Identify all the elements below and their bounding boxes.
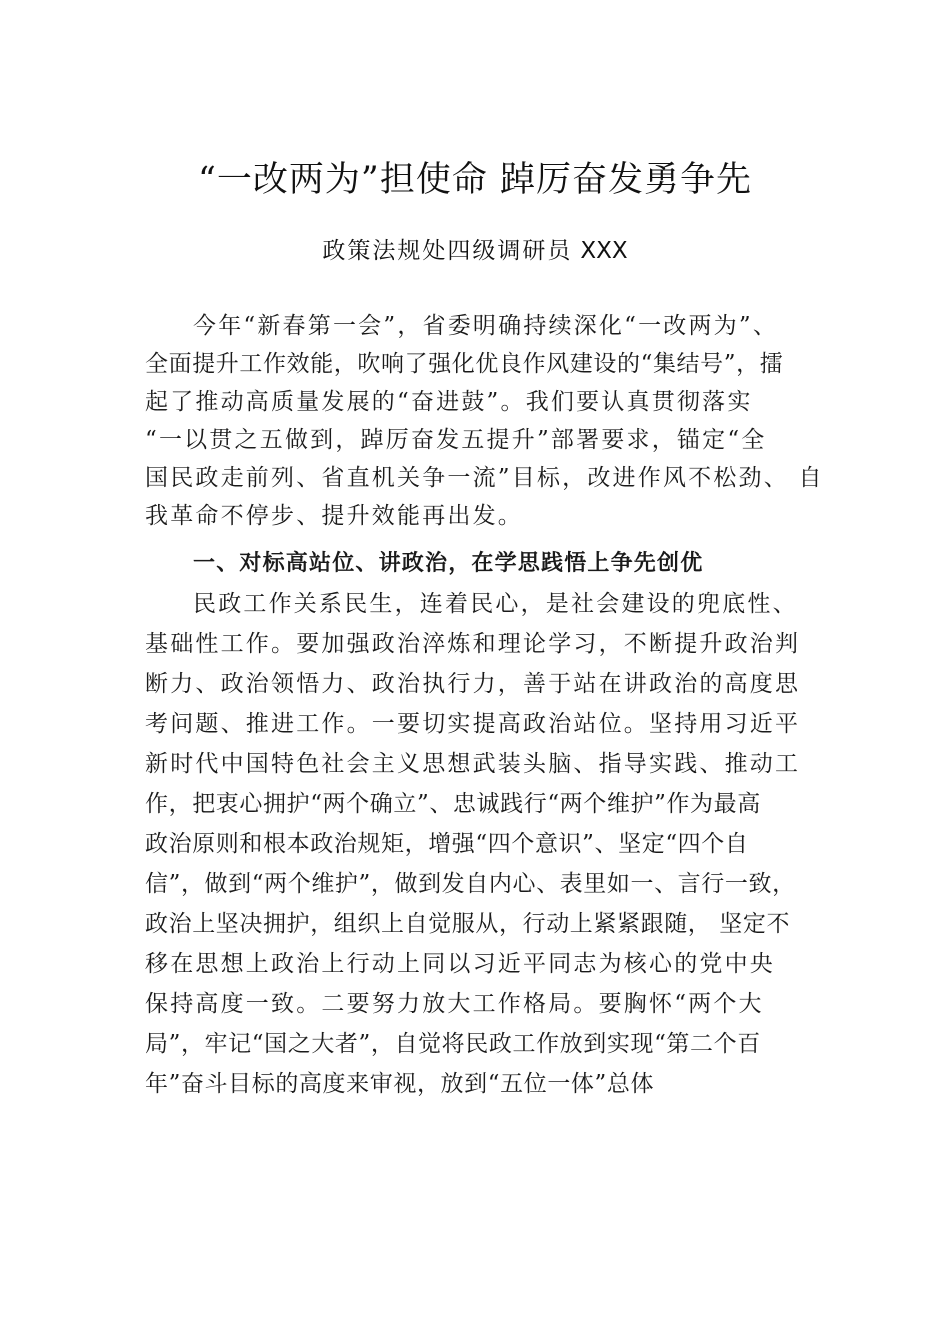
body-line: 局”，牢记“国之大者”，自觉将民政工作放到实现“第二个百 bbox=[145, 1031, 761, 1057]
body-line: 信”，做到“两个维护”，做到发自内心、表里如一、言行一致， bbox=[145, 871, 796, 897]
body-line: 断力、政治领悟力、政治执行力，善于站在讲政治的高度思 bbox=[145, 671, 801, 697]
body-line: 今年“新春第一会”，省委明确持续深化“一改两为”、 bbox=[193, 313, 779, 339]
body-line: 保持高度一致。二要努力放大工作格局。要胸怀“两个大 bbox=[145, 991, 764, 1017]
body-line: 起了推动高质量发展的“奋进鼓”。我们要认真贯彻落实 bbox=[145, 389, 753, 415]
byline bbox=[0, 232, 950, 265]
body-line: 年”奋斗目标的高度来审视，放到“五位一体”总体 bbox=[145, 1071, 655, 1097]
section-heading: 一、对标高站位、讲政治，在学思践悟上争先创优 bbox=[193, 551, 704, 576]
body-line: 新时代中国特色社会主义思想武装头脑、指导实践、推动工 bbox=[145, 751, 801, 777]
body-line: 政治上坚决拥护，组织上自觉服从，行动上紧紧跟随， 坚定不 bbox=[145, 911, 791, 937]
byline-department: 政策法规处四级调研员 bbox=[322, 238, 573, 264]
document-title: “一改两为”担使命 踔厉奋发勇争先 bbox=[198, 160, 752, 200]
body-line: 全面提升工作效能，吹响了强化优良作风建设的“集结号”，擂 bbox=[145, 351, 784, 377]
body-line: 考问题、推进工作。一要切实提高政治站位。坚持用习近平 bbox=[145, 711, 801, 737]
body-line: 基础性工作。要加强政治淬炼和理论学习，不断提升政治判 bbox=[145, 631, 801, 657]
body-line: 我革命不停步、提升效能再出发。 bbox=[145, 503, 523, 529]
body-line: 国民政走前列、省直机关争一流”目标，改进作风不松劲、 自 bbox=[145, 465, 824, 491]
byline-author: XXX bbox=[580, 238, 628, 264]
body-line: 作，把衷心拥护“两个确立”、忠诚践行“两个维护”作为最高 bbox=[145, 791, 761, 817]
body-line: 民政工作关系民生，连着民心，是社会建设的兜底性、 bbox=[193, 591, 798, 617]
body-line: 政治原则和根本政治规矩，增强“四个意识”、坚定“四个自 bbox=[145, 831, 749, 857]
body-line: “一以贯之五做到，踔厉奋发五提升”部署要求，锚定“全 bbox=[145, 427, 767, 453]
body-line: 移在思想上政治上行动上同以习近平同志为核心的党中央 bbox=[145, 951, 775, 977]
